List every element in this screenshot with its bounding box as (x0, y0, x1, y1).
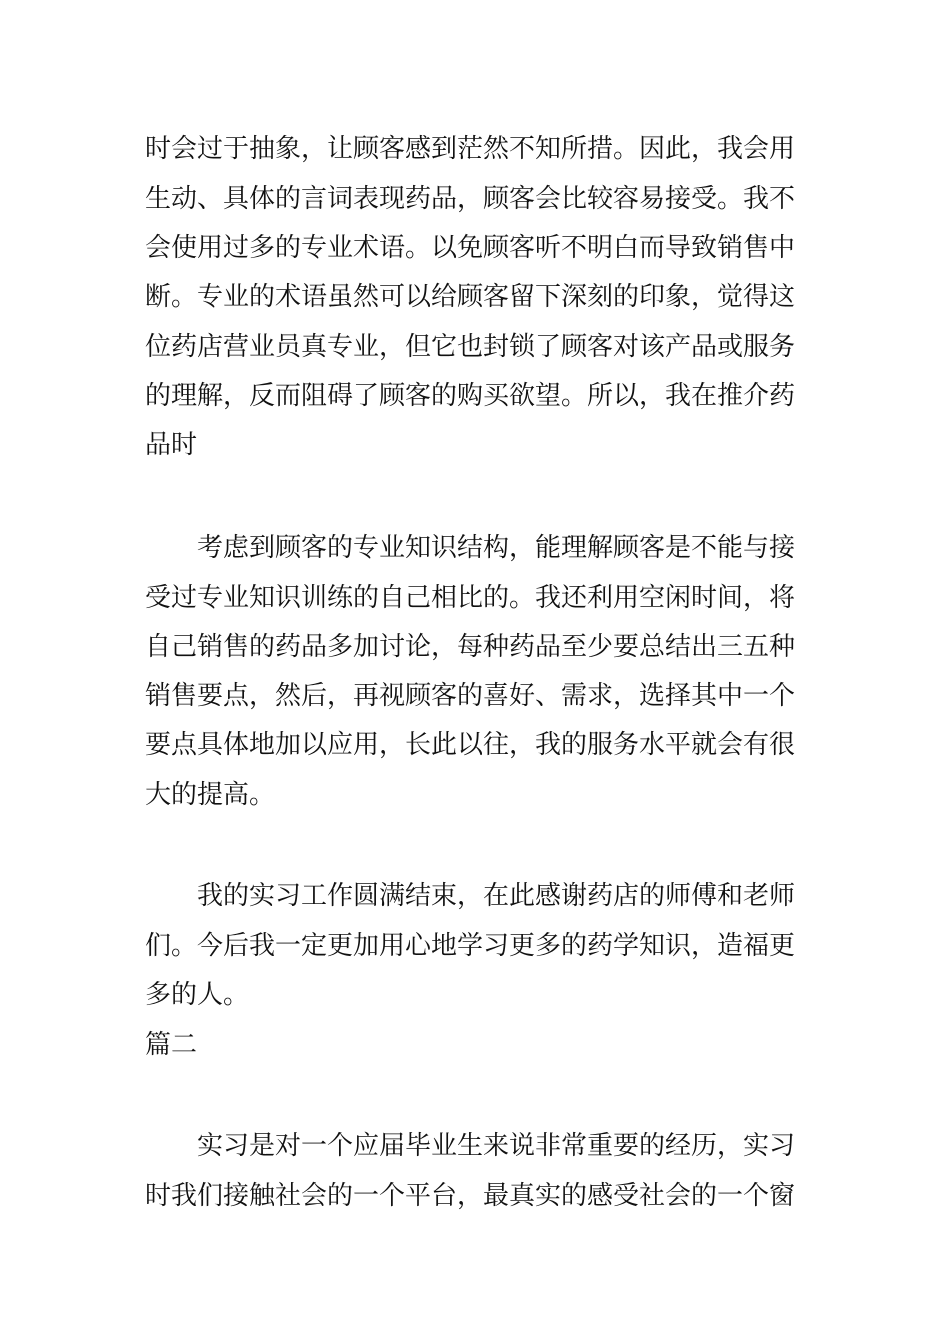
text-line: 品时 (145, 430, 198, 460)
text-line: 大的提高。 (145, 780, 276, 810)
section-heading: 篇二 (145, 1030, 198, 1060)
text-line: 时会过于抽象，让顾客感到茫然不知所措。因此，我会用 (145, 134, 796, 164)
text-line: 断。专业的术语虽然可以给顾客留下深刻的印象，觉得这 (145, 282, 796, 312)
text-line: 实习是对一个应届毕业生来说非常重要的经历，实习 (197, 1131, 796, 1161)
text-line: 位药店营业员真专业，但它也封锁了顾客对该产品或服务 (145, 332, 796, 362)
text-line: 要点具体地加以应用，长此以往，我的服务水平就会有很 (145, 730, 796, 760)
text-line: 生动、具体的言词表现药品，顾客会比较容易接受。我不 (145, 184, 796, 214)
text-line: 多的人。 (145, 980, 250, 1010)
text-line: 的理解，反而阻碍了顾客的购买欲望。所以，我在推介药 (145, 381, 796, 411)
text-line: 自己销售的药品多加讨论，每种药品至少要总结出三五种 (145, 632, 796, 662)
text-line: 我的实习工作圆满结束，在此感谢药店的师傅和老师 (197, 881, 796, 911)
text-line: 受过专业知识训练的自己相比的。我还利用空闲时间，将 (145, 583, 796, 613)
text-line: 考虑到顾客的专业知识结构，能理解顾客是不能与接 (197, 533, 796, 563)
text-line: 销售要点，然后，再视顾客的喜好、需求，选择其中一个 (145, 681, 796, 711)
text-line: 会使用过多的专业术语。以免顾客听不明白而导致销售中 (145, 233, 796, 263)
text-line: 们。今后我一定更加用心地学习更多的药学知识，造福更 (145, 931, 796, 961)
text-line: 时我们接触社会的一个平台，最真实的感受社会的一个窗 (145, 1181, 796, 1211)
